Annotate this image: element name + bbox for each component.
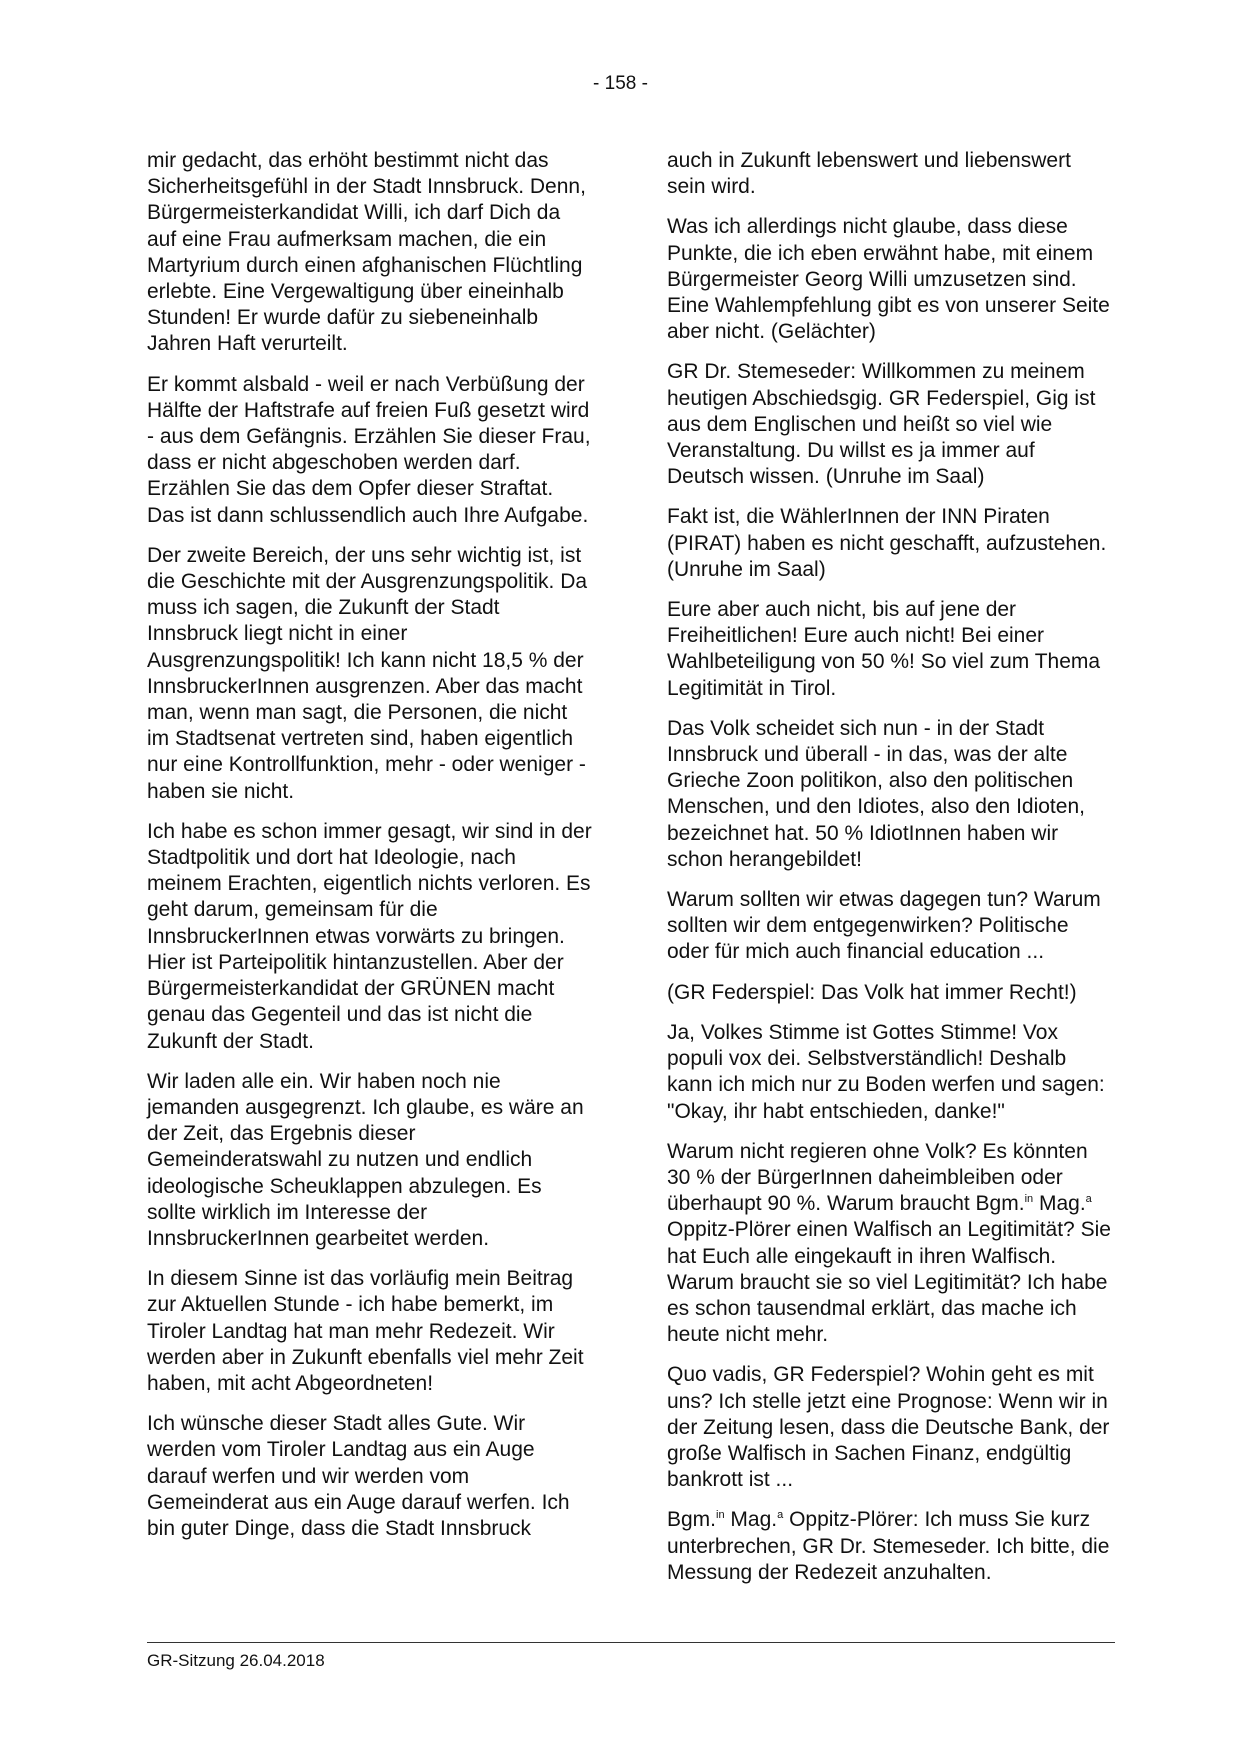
- paragraph: Fakt ist, die WählerInnen der INN Piraten (PIRAT) haben es nicht geschafft, aufzustehen. (Unruhe im Saal): [667, 505, 1107, 581]
- paragraph: Ich wünsche dieser Stadt alles Gute. Wir werden vom Tiroler Landtag aus ein Auge darauf werfen und wir werden vom Gemeinderat aus ein Auge darauf werfen. Ich bin guter Dinge, dass die Stadt Innsbruck: [147, 1412, 570, 1540]
- footer-divider: [147, 1642, 1115, 1643]
- paragraph: auch in Zukunft lebenswert und liebenswert sein wird.: [667, 149, 1071, 199]
- paragraph: In diesem Sinne ist das vorläufig mein Beitrag zur Aktuellen Stunde - ich habe bemerkt, im Tiroler Landtag hat man mehr Redezeit. Wir werden aber in Zukunft ebenfalls viel mehr Zeit haben, mit acht Abgeordneten!: [147, 1267, 584, 1395]
- left-column: [147, 148, 595, 1556]
- page-number: - 158 -: [593, 73, 648, 94]
- text-span: Bgm.: [667, 1508, 717, 1532]
- superscript: a: [1085, 1193, 1092, 1206]
- right-column: [667, 148, 1115, 1600]
- paragraph: Eure aber auch nicht, bis auf jene der Freiheitlichen! Eure auch nicht! Bei einer Wahlbeteiligung von 50 %! So viel zum Thema Legitimität in Tirol.: [667, 598, 1101, 700]
- speaker-paragraph: [667, 1507, 1115, 1586]
- paragraph: Quo vadis, GR Federspiel? Wohin geht es mit uns? Ich stelle jetzt eine Prognose: Wenn wir in der Zeitung lesen, dass die Deutsche Bank, der große Walfisch in Sachen Finanz, endgültig bankrott ist ...: [667, 1363, 1110, 1492]
- paragraph: Der zweite Bereich, der uns sehr wichtig ist, ist die Geschichte mit der Ausgrenzungspolitik. Da muss ich sagen, die Zukunft der Stadt Innsbruck liegt nicht in einer Ausgrenzungspolitik! Ich kann nicht 18,5 % der InnsbruckerInnen ausgrenzen. Aber das macht man, wenn man sagt, die Personen, die nicht im Stadtsenat vertreten sind, haben eigentlich nur eine Kontrollfunktion, mehr - oder weniger - haben sie nicht.: [147, 543, 588, 803]
- paragraph: Warum sollten wir etwas dagegen tun? Warum sollten wir dem entgegenwirken? Politische oder für mich auch financial education ...: [667, 888, 1101, 964]
- paragraph: GR Dr. Stemeseder: Willkommen zu meinem heutigen Abschiedsgig. GR Federspiel, Gig ist aus dem Englischen und heißt so viel wie Veranstaltung. Du willst es ja immer auf Deutsch wissen. (Unruhe im Saal): [667, 360, 1096, 489]
- paragraph: Ich habe es schon immer gesagt, wir sind in der Stadtpolitik und dort hat Ideologie, nach meinem Erachten, eigentlich nichts verloren. Es geht darum, gemeinsam für die InnsbruckerInnen etwas vorwärts zu bringen. Hier ist Parteipolitik hintanzustellen. Aber der Bürgermeisterkandidat der GRÜNEN macht genau das Gegenteil und das ist nicht die Zukunft der Stadt.: [147, 819, 592, 1053]
- paragraph: Er kommt alsbald - weil er nach Verbüßung der Hälfte der Haftstrafe auf freien Fuß gesetzt wird - aus dem Gefängnis. Erzählen Sie dieser Frau, dass er nicht abgeschoben werden darf. Erzählen Sie das dem Opfer dieser Straftat. Das ist dann schlussendlich auch Ihre Aufgabe.: [147, 372, 591, 527]
- paragraph: Das Volk scheidet sich nun - in der Stadt Innsbruck und überall - in das, was der alte Grieche Zoon politikon, also den politischen Menschen, und den Idiotes, also den Idioten, bezeichnet hat. 50 % IdiotInnen haben wir schon herangebildet!: [667, 716, 1085, 871]
- superscript: in: [1024, 1193, 1034, 1206]
- footer-session-date: GR-Sitzung 26.04.2018: [147, 1651, 325, 1670]
- superscript: a: [777, 1509, 784, 1522]
- text-span: Oppitz-Plörer: Ich muss Sie kurz unterbrechen, GR Dr. Stemeseder. Ich bitte, die Messung der Redezeit anzuhalten.: [667, 1508, 1110, 1584]
- text-span: Mag.: [724, 1508, 778, 1532]
- text-span: Oppitz-Plörer einen Walfisch an Legitimität? Sie hat Euch alle eingekauft in ihren Walfisch. Warum braucht sie so viel Legitimität? Ich habe es schon tausendmal erklärt, das mache ich heute nicht mehr.: [667, 1218, 1111, 1347]
- paragraph: [667, 1139, 1115, 1349]
- paragraph: Ja, Volkes Stimme ist Gottes Stimme! Vox populi vox dei. Selbstverständlich! Deshalb kann ich mich nur zu Boden werfen und sagen: "Okay, ihr habt entschieden, danke!": [667, 1020, 1105, 1123]
- interjection: (GR Federspiel: Das Volk hat immer Recht!): [667, 980, 1077, 1004]
- paragraph: Was ich allerdings nicht glaube, dass diese Punkte, die ich eben erwähnt habe, mit einem Bürgermeister Georg Willi umzusetzen sind. Eine Wahlempfehlung gibt es von unserer Seite aber nicht. (Gelächter): [667, 215, 1110, 344]
- text-span: Warum nicht regieren ohne Volk? Es könnten 30 % der BürgerInnen daheimbleiben oder überhaupt 90 %. Warum braucht Bgm.: [667, 1139, 1088, 1216]
- superscript: in: [716, 1509, 725, 1522]
- paragraph: mir gedacht, das erhöht bestimmt nicht das Sicherheitsgefühl in der Stadt Innsbruck. Denn, Bürgermeisterkandidat Willi, ich darf Dich da auf eine Frau aufmerksam machen, die ein Martyrium durch einen afghanischen Flüchtling erlebte. Eine Vergewaltigung über eineinhalb Stunden! Er wurde dafür zu siebeneinhalb Jahren Haft verurteilt.: [147, 149, 586, 356]
- paragraph: Wir laden alle ein. Wir haben noch nie jemanden ausgegrenzt. Ich glaube, es wäre an der Zeit, das Ergebnis dieser Gemeinderatswahl zu nutzen und endlich ideologische Scheuklappen abzulegen. Es sollte wirklich im Interesse der InnsbruckerInnen gearbeitet werden.: [147, 1069, 584, 1250]
- text-span: Mag.: [1033, 1192, 1086, 1216]
